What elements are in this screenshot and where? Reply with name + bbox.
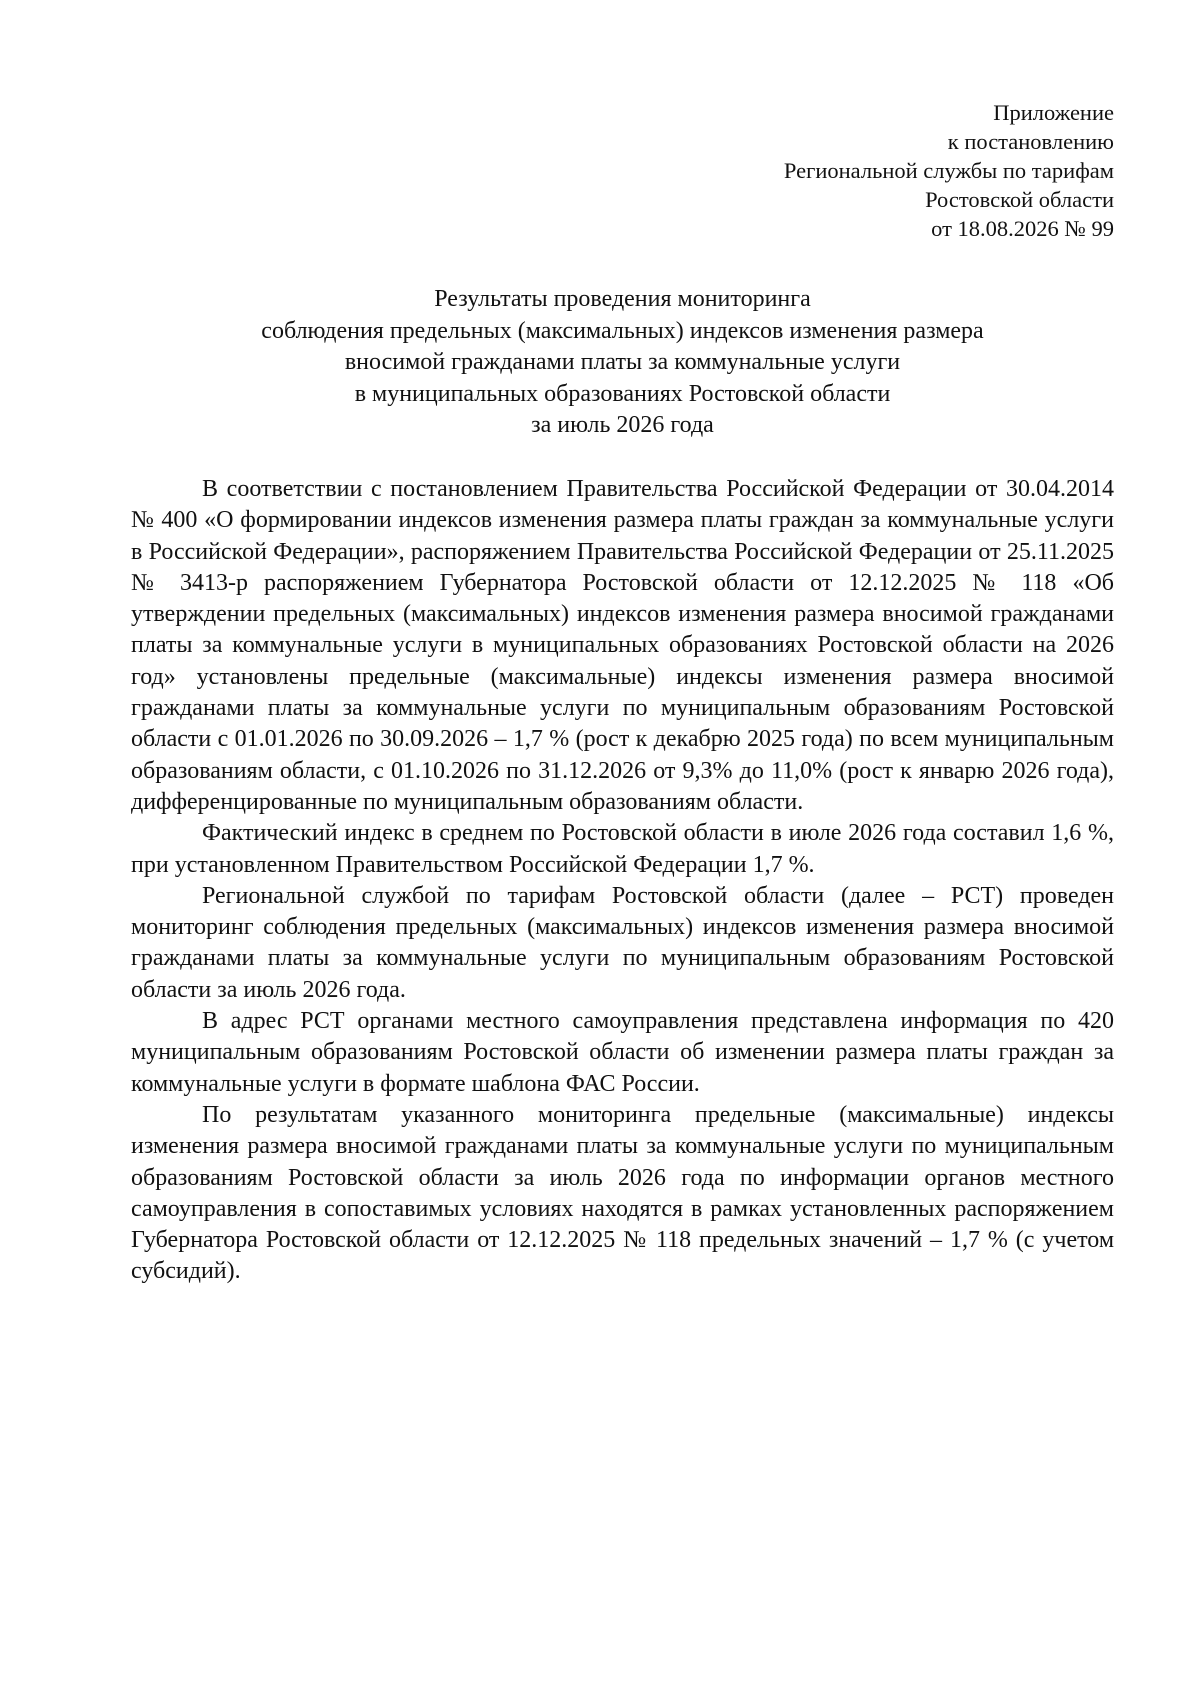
appendix-line: Региональной службы по тарифам	[783, 158, 1114, 183]
appendix-line: к постановлению	[947, 129, 1114, 154]
title-line: соблюдения предельных (максимальных) индексов изменения размера	[261, 317, 984, 344]
paragraph-monitoring: Региональной службой по тарифам Ростовской области (далее – РСТ) проведен мониторинг соблюдения предельных (максимальных) индексов изменения размера вносимой гражданами платы за коммунальные услуги по муниципальным образованиям Ростовской области за июль 2026 года.	[131, 882, 1114, 1003]
paragraph-actual-index: Фактический индекс в среднем по Ростовской области в июле 2026 года составил 1,6 %, при установленном Правительством Российской Федерации 1,7 %.	[131, 820, 1114, 878]
document-body	[131, 474, 1114, 1288]
appendix-header	[784, 98, 1114, 243]
paragraph-legal-basis: В соответствии с постановлением Правительства Российской Федерации от 30.04.2014 № 400 «О формировании индексов изменения размера платы граждан за коммунальные услуги в Российской Федерации», распоряжением Правительства Российской Федерации от 25.11.2025 № 3413-р распоряжением Губернатора Ростовской области от 12.12.2025 № 118 «Об утверждении предельных (максимальных) индексов изменения размера вносимой гражданами платы за коммунальные услуги в муниципальных образованиях Ростовской области на 2026 год» установлены предельные (максимальные) индексы изменения размера вносимой гражданами платы за коммунальные услуги по муниципальным образованиям Ростовской области с 01.01.2026 по 30.09.2026 – 1,7 % (рост к декабрю 2025 года) по всем муниципальным образованиям области, с 01.10.2026 по 31.12.2026 от 9,3% до 11,0% (рост к январю 2026 года), дифференцированные по муниципальным образованиям области.	[131, 476, 1114, 815]
paragraph-information: В адрес РСТ органами местного самоуправления представлена информация по 420 муниципальным образованиям Ростовской области об изменении размера платы граждан за коммунальные услуги в формате шаблона ФАС России.	[131, 1008, 1114, 1097]
paragraph-results: По результатам указанного мониторинга предельные (максимальные) индексы изменения размера вносимой гражданами платы за коммунальные услуги по муниципальным образованиям Ростовской области за июль 2026 года по информации органов местного самоуправления в сопоставимых условиях находятся в рамках установленных распоряжением Губернатора Ростовской области от 12.12.2025 № 118 предельных значений – 1,7 % (с учетом субсидий).	[131, 1101, 1114, 1285]
title-line: за июль 2026 года	[531, 412, 714, 438]
title-line: вносимой гражданами платы за коммунальные услуги	[344, 349, 901, 375]
title-line: Результаты проведения мониторинга	[434, 286, 811, 312]
appendix-date-number: от 18.08.2026 № 99	[931, 216, 1114, 241]
appendix-line: Ростовской области	[925, 187, 1114, 212]
document-title	[131, 284, 1114, 442]
appendix-line: Приложение	[993, 100, 1114, 125]
title-line: в муниципальных образованиях Ростовской области	[354, 380, 891, 407]
